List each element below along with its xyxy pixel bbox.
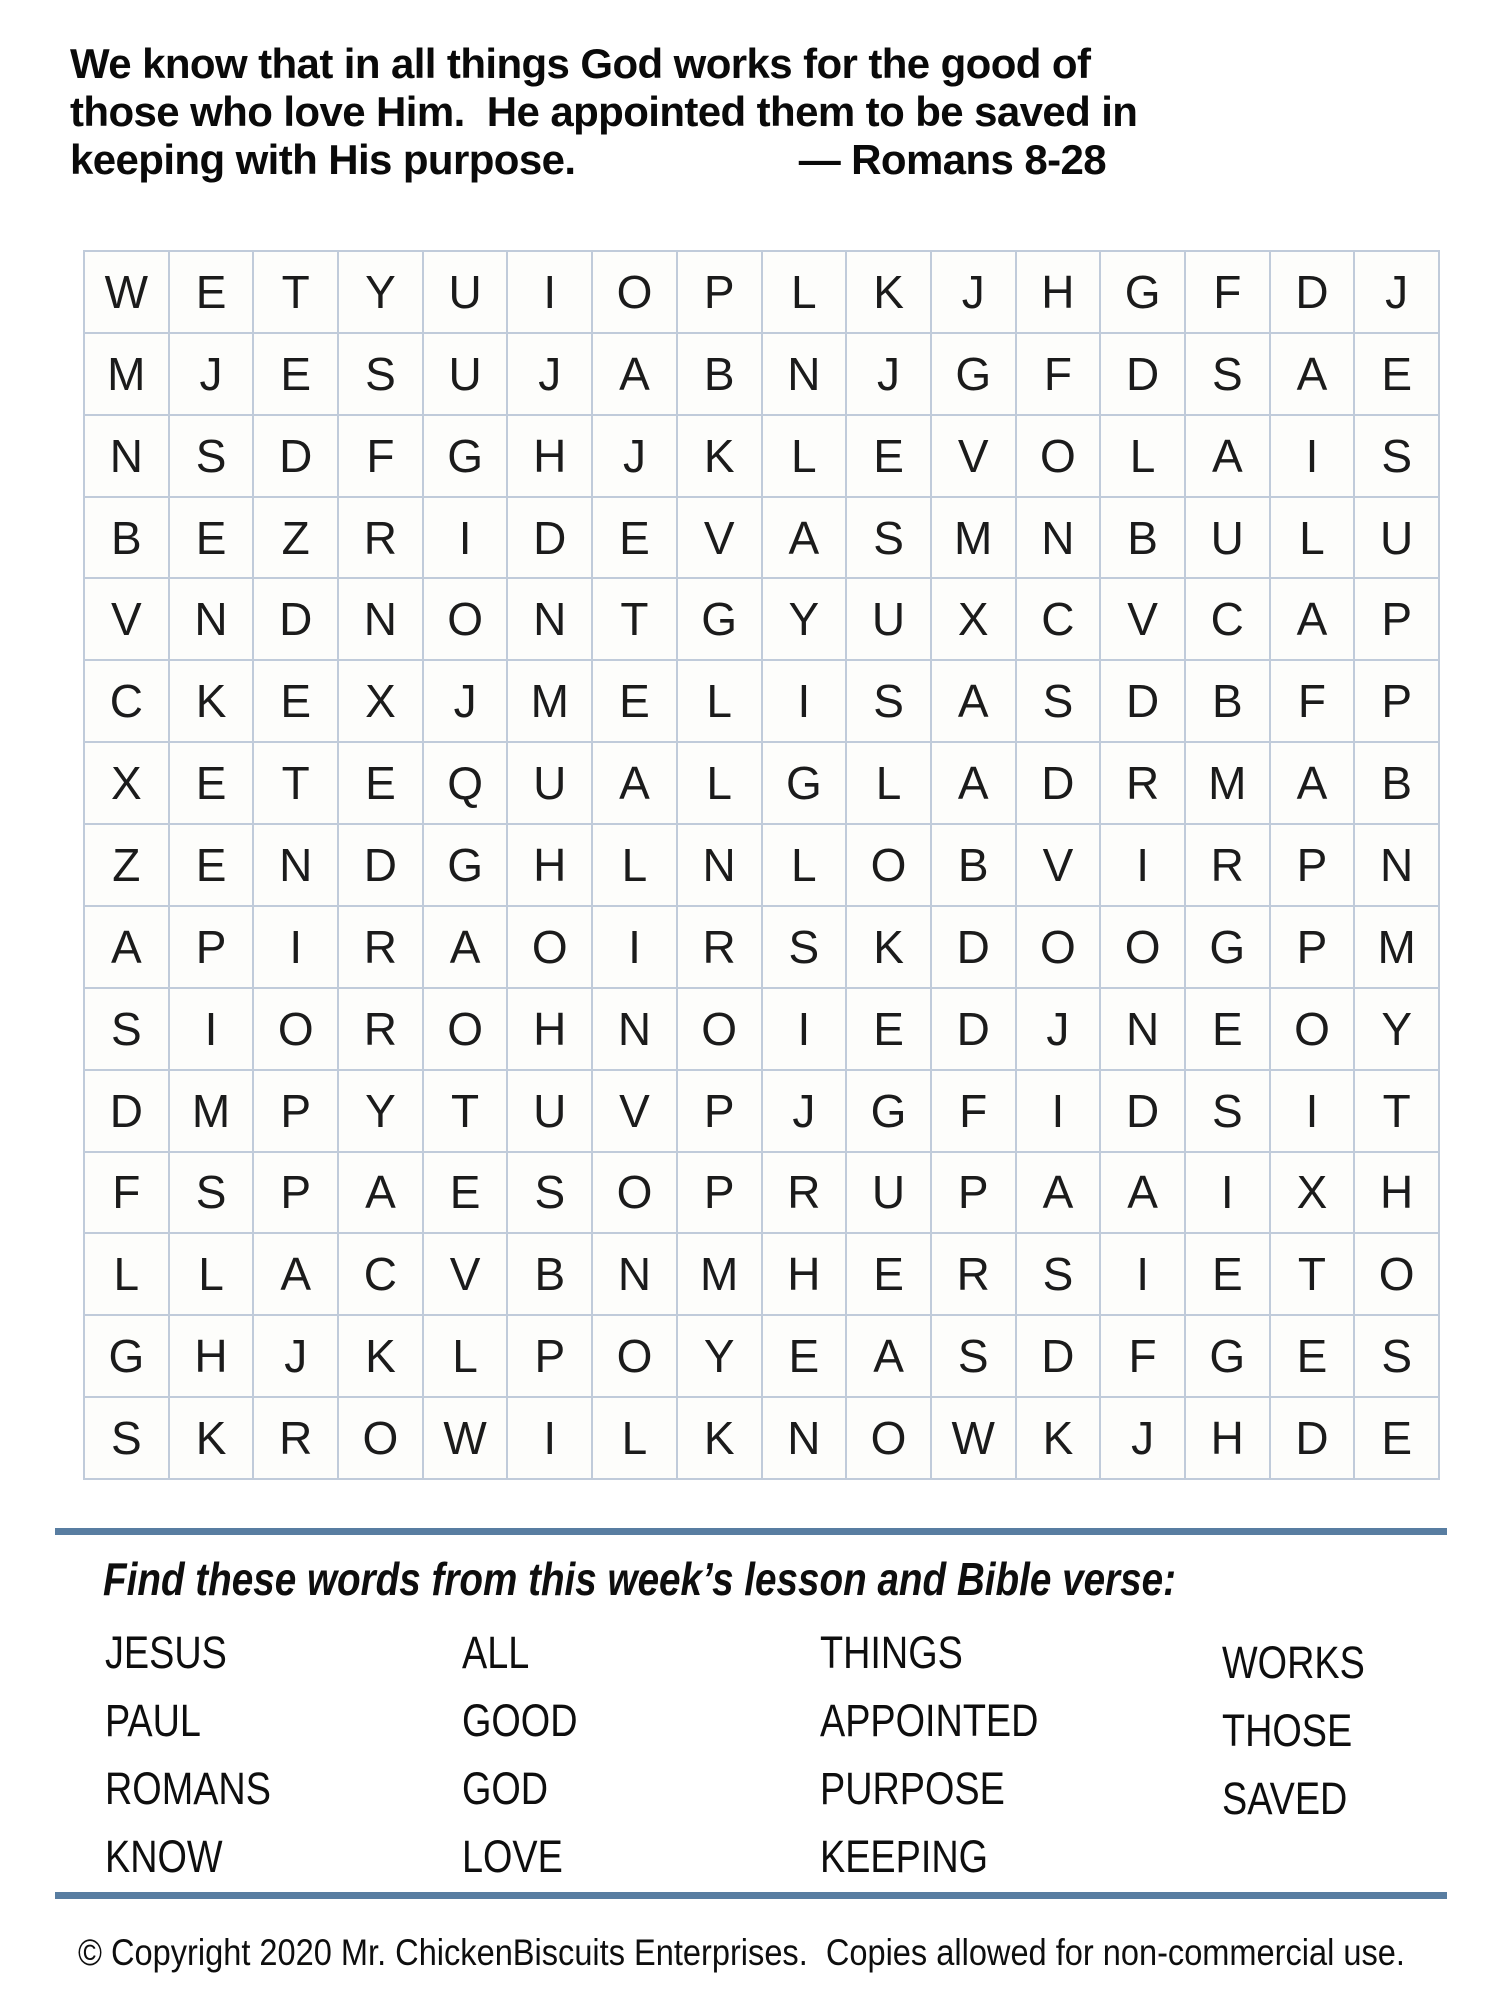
grid-cell: W — [424, 1398, 507, 1478]
grid-cell: K — [1017, 1398, 1100, 1478]
grid-cell: E — [1186, 989, 1269, 1069]
grid-cell: K — [170, 1398, 253, 1478]
grid-cell: G — [932, 334, 1015, 414]
grid-cell: K — [339, 1316, 422, 1396]
grid-cell: L — [678, 743, 761, 823]
word-list-item: PAUL — [105, 1695, 201, 1746]
grid-cell: H — [1186, 1398, 1269, 1478]
grid-cell: O — [254, 989, 337, 1069]
grid-cell: F — [1186, 252, 1269, 332]
grid-cell: I — [170, 989, 253, 1069]
grid-cell: X — [932, 579, 1015, 659]
grid-cell: A — [932, 743, 1015, 823]
grid-cell: E — [170, 743, 253, 823]
grid-cell: P — [932, 1153, 1015, 1233]
grid-cell: D — [932, 989, 1015, 1069]
grid-cell: N — [254, 825, 337, 905]
grid-cell: T — [593, 579, 676, 659]
verse-line-1: We know that in all things God works for the good of — [70, 40, 1091, 87]
grid-cell: I — [1271, 1071, 1354, 1151]
grid-cell: F — [339, 416, 422, 496]
grid-cell: S — [1186, 334, 1269, 414]
grid-cell: Y — [339, 252, 422, 332]
grid-cell: U — [1355, 498, 1438, 578]
grid-cell: P — [1355, 579, 1438, 659]
grid-cell: U — [847, 1153, 930, 1233]
grid-cell: I — [1271, 416, 1354, 496]
verse-line-2: those who love Him. He appointed them to be saved in — [70, 88, 1138, 135]
grid-cell: S — [339, 334, 422, 414]
grid-cell: V — [85, 579, 168, 659]
grid-cell: A — [424, 907, 507, 987]
grid-cell: O — [593, 1316, 676, 1396]
grid-cell: E — [339, 743, 422, 823]
grid-cell: M — [1186, 743, 1269, 823]
grid-cell: N — [763, 1398, 846, 1478]
grid-cell: I — [254, 907, 337, 987]
grid-cell: J — [593, 416, 676, 496]
grid-cell: S — [85, 989, 168, 1069]
grid-cell: J — [1355, 252, 1438, 332]
grid-cell: S — [170, 416, 253, 496]
grid-cell: L — [85, 1234, 168, 1314]
grid-cell: E — [170, 498, 253, 578]
grid-cell: O — [593, 252, 676, 332]
grid-cell: L — [593, 825, 676, 905]
word-list-column-4 — [1222, 1637, 1365, 1844]
grid-cell: A — [1271, 743, 1354, 823]
grid-cell: A — [1101, 1153, 1184, 1233]
grid-cell: O — [593, 1153, 676, 1233]
grid-cell: H — [1017, 252, 1100, 332]
grid-cell: I — [763, 661, 846, 741]
grid-cell: E — [1271, 1316, 1354, 1396]
grid-cell: J — [508, 334, 591, 414]
grid-cell: X — [85, 743, 168, 823]
grid-cell: E — [254, 661, 337, 741]
word-list-item: LOVE — [462, 1831, 563, 1882]
grid-cell: V — [678, 498, 761, 578]
grid-cell: I — [1186, 1153, 1269, 1233]
grid-cell: S — [170, 1153, 253, 1233]
grid-cell: D — [1017, 1316, 1100, 1396]
grid-cell: D — [1017, 743, 1100, 823]
grid-cell: N — [763, 334, 846, 414]
grid-cell: N — [85, 416, 168, 496]
grid-cell: O — [1101, 907, 1184, 987]
grid-cell: P — [254, 1153, 337, 1233]
grid-cell: L — [847, 743, 930, 823]
grid-cell: I — [424, 498, 507, 578]
grid-cell: I — [763, 989, 846, 1069]
verse-attribution: — Romans 8-28 — [798, 136, 1106, 183]
grid-cell: E — [254, 334, 337, 414]
grid-cell: G — [85, 1316, 168, 1396]
grid-cell: M — [85, 334, 168, 414]
grid-cell: O — [1017, 907, 1100, 987]
grid-cell: M — [508, 661, 591, 741]
grid-cell: L — [593, 1398, 676, 1478]
grid-cell: N — [1101, 989, 1184, 1069]
grid-cell: P — [170, 907, 253, 987]
word-list-item: SAVED — [1222, 1773, 1348, 1824]
grid-cell: O — [424, 579, 507, 659]
grid-cell: Z — [254, 498, 337, 578]
grid-cell: V — [932, 416, 1015, 496]
grid-cell: I — [508, 252, 591, 332]
grid-cell: R — [932, 1234, 1015, 1314]
grid-cell: C — [339, 1234, 422, 1314]
grid-cell: R — [339, 907, 422, 987]
grid-cell: L — [678, 661, 761, 741]
grid-cell: K — [170, 661, 253, 741]
divider-rule-bottom — [55, 1892, 1447, 1899]
word-list-item: JESUS — [105, 1627, 227, 1678]
grid-cell: C — [85, 661, 168, 741]
grid-cell: W — [85, 252, 168, 332]
grid-cell: B — [1355, 743, 1438, 823]
grid-cell: U — [1186, 498, 1269, 578]
grid-cell: B — [1101, 498, 1184, 578]
copyright-text: © Copyright 2020 Mr. ChickenBiscuits Enterprises. Copies allowed for non-commercial use. — [78, 1932, 1405, 1973]
grid-cell: G — [1101, 252, 1184, 332]
grid-cell: F — [85, 1153, 168, 1233]
grid-cell: C — [1017, 579, 1100, 659]
grid-cell: U — [424, 334, 507, 414]
grid-cell: Y — [1355, 989, 1438, 1069]
grid-cell: E — [424, 1153, 507, 1233]
grid-cell: G — [1186, 1316, 1269, 1396]
grid-cell: S — [932, 1316, 1015, 1396]
grid-cell: J — [847, 334, 930, 414]
verse-line-3-text: keeping with His purpose. — [70, 136, 576, 183]
grid-cell: V — [1101, 579, 1184, 659]
grid-cell: I — [1101, 1234, 1184, 1314]
grid-cell: G — [424, 825, 507, 905]
grid-cell: G — [678, 579, 761, 659]
grid-cell: D — [932, 907, 1015, 987]
grid-cell: E — [1355, 1398, 1438, 1478]
grid-cell: A — [1186, 416, 1269, 496]
grid-cell: A — [1271, 579, 1354, 659]
grid-cell: P — [1271, 907, 1354, 987]
grid-cell: E — [847, 989, 930, 1069]
word-list-column-2 — [462, 1627, 578, 1902]
grid-cell: U — [508, 743, 591, 823]
grid-cell: B — [678, 334, 761, 414]
grid-cell: E — [763, 1316, 846, 1396]
grid-cell: E — [593, 498, 676, 578]
grid-cell: J — [254, 1316, 337, 1396]
grid-cell: L — [763, 252, 846, 332]
grid-cell: M — [932, 498, 1015, 578]
grid-cell: E — [170, 825, 253, 905]
grid-cell: O — [847, 825, 930, 905]
grid-cell: A — [763, 498, 846, 578]
grid-cell: L — [170, 1234, 253, 1314]
grid-cell: Y — [678, 1316, 761, 1396]
grid-cell: S — [85, 1398, 168, 1478]
grid-cell: I — [1017, 1071, 1100, 1151]
grid-cell: J — [932, 252, 1015, 332]
word-list-column-3 — [820, 1627, 1039, 1902]
grid-cell: O — [508, 907, 591, 987]
grid-cell: D — [254, 579, 337, 659]
verse-line-3 — [70, 136, 1106, 184]
grid-cell: O — [424, 989, 507, 1069]
grid-cell: X — [339, 661, 422, 741]
word-list-item: PURPOSE — [820, 1763, 1005, 1814]
grid-cell: J — [1017, 989, 1100, 1069]
grid-cell: R — [763, 1153, 846, 1233]
grid-cell: I — [508, 1398, 591, 1478]
grid-cell: S — [1017, 1234, 1100, 1314]
grid-cell: T — [424, 1071, 507, 1151]
grid-cell: K — [678, 416, 761, 496]
grid-cell: A — [1271, 334, 1354, 414]
grid-cell: K — [847, 907, 930, 987]
word-list-column-1 — [105, 1627, 271, 1902]
grid-cell: P — [678, 1153, 761, 1233]
grid-cell: U — [508, 1071, 591, 1151]
grid-cell: A — [339, 1153, 422, 1233]
grid-cell: R — [678, 907, 761, 987]
grid-cell: R — [339, 989, 422, 1069]
grid-cell: A — [1017, 1153, 1100, 1233]
grid-cell: I — [593, 907, 676, 987]
grid-cell: D — [1271, 1398, 1354, 1478]
grid-cell: L — [424, 1316, 507, 1396]
grid-cell: F — [932, 1071, 1015, 1151]
word-list-item: KNOW — [105, 1831, 223, 1882]
grid-cell: O — [847, 1398, 930, 1478]
grid-cell: N — [508, 579, 591, 659]
grid-cell: K — [847, 252, 930, 332]
grid-cell: N — [1355, 825, 1438, 905]
grid-cell: P — [1271, 825, 1354, 905]
grid-cell: H — [508, 416, 591, 496]
grid-cell: E — [170, 252, 253, 332]
grid-cell: H — [170, 1316, 253, 1396]
grid-cell: H — [763, 1234, 846, 1314]
divider-rule-top — [55, 1528, 1447, 1535]
grid-cell: P — [508, 1316, 591, 1396]
grid-cell: S — [1355, 1316, 1438, 1396]
grid-cell: T — [254, 743, 337, 823]
grid-cell: D — [1101, 334, 1184, 414]
grid-cell: G — [1186, 907, 1269, 987]
word-list-item: KEEPING — [820, 1831, 989, 1882]
grid-cell: J — [424, 661, 507, 741]
word-list-item: WORKS — [1222, 1637, 1365, 1688]
grid-cell: R — [1101, 743, 1184, 823]
word-list-item: ROMANS — [105, 1763, 271, 1814]
grid-cell: E — [1355, 334, 1438, 414]
grid-cell: E — [847, 416, 930, 496]
grid-cell: W — [932, 1398, 1015, 1478]
grid-cell: O — [678, 989, 761, 1069]
grid-cell: D — [508, 498, 591, 578]
grid-cell: R — [1186, 825, 1269, 905]
grid-cell: P — [678, 252, 761, 332]
grid-cell: E — [1186, 1234, 1269, 1314]
grid-cell: N — [339, 579, 422, 659]
grid-cell: A — [593, 743, 676, 823]
grid-cell: N — [170, 579, 253, 659]
grid-cell: D — [339, 825, 422, 905]
grid-cell: H — [508, 989, 591, 1069]
grid-cell: S — [763, 907, 846, 987]
grid-cell: B — [932, 825, 1015, 905]
grid-cell: L — [1271, 498, 1354, 578]
grid-cell: S — [847, 661, 930, 741]
grid-cell: S — [508, 1153, 591, 1233]
grid-cell: C — [1186, 579, 1269, 659]
grid-cell: F — [1017, 334, 1100, 414]
grid-cell: H — [508, 825, 591, 905]
grid-cell: E — [593, 661, 676, 741]
grid-cell: D — [1101, 1071, 1184, 1151]
grid-cell: S — [1017, 661, 1100, 741]
grid-cell: R — [254, 1398, 337, 1478]
grid-cell: G — [763, 743, 846, 823]
grid-cell: F — [1101, 1316, 1184, 1396]
grid-cell: S — [1186, 1071, 1269, 1151]
grid-cell: V — [424, 1234, 507, 1314]
grid-cell: T — [254, 252, 337, 332]
word-list-item: APPOINTED — [820, 1695, 1039, 1746]
grid-cell: B — [1186, 661, 1269, 741]
grid-cell: M — [678, 1234, 761, 1314]
grid-cell: A — [593, 334, 676, 414]
word-list-item: GOOD — [462, 1695, 578, 1746]
grid-cell: B — [85, 498, 168, 578]
grid-cell: O — [339, 1398, 422, 1478]
grid-cell: Y — [339, 1071, 422, 1151]
grid-cell: Q — [424, 743, 507, 823]
grid-cell: U — [424, 252, 507, 332]
grid-cell: P — [1355, 661, 1438, 741]
word-list-item: ALL — [462, 1627, 530, 1678]
grid-cell: N — [1017, 498, 1100, 578]
grid-cell: K — [678, 1398, 761, 1478]
grid-cell: Z — [85, 825, 168, 905]
grid-cell: J — [763, 1071, 846, 1151]
grid-cell: D — [254, 416, 337, 496]
grid-cell: I — [1101, 825, 1184, 905]
grid-cell: N — [593, 989, 676, 1069]
grid-cell: L — [1101, 416, 1184, 496]
grid-cell: O — [1017, 416, 1100, 496]
grid-cell: A — [932, 661, 1015, 741]
grid-cell: D — [1271, 252, 1354, 332]
grid-cell: N — [593, 1234, 676, 1314]
grid-cell: B — [508, 1234, 591, 1314]
grid-cell: S — [847, 498, 930, 578]
grid-cell: O — [1271, 989, 1354, 1069]
grid-cell: G — [424, 416, 507, 496]
grid-cell: M — [170, 1071, 253, 1151]
grid-cell: D — [1101, 661, 1184, 741]
grid-cell: V — [593, 1071, 676, 1151]
grid-cell: J — [1101, 1398, 1184, 1478]
grid-cell: T — [1355, 1071, 1438, 1151]
word-list-item: THOSE — [1222, 1705, 1353, 1756]
grid-cell: M — [1355, 907, 1438, 987]
grid-cell: T — [1271, 1234, 1354, 1314]
word-list-item: THINGS — [820, 1627, 963, 1678]
grid-cell: P — [678, 1071, 761, 1151]
grid-cell: G — [847, 1071, 930, 1151]
grid-cell: J — [170, 334, 253, 414]
word-list-item: GOD — [462, 1763, 549, 1814]
word-grid — [83, 250, 1440, 1480]
grid-cell: L — [763, 825, 846, 905]
grid-cell: Y — [763, 579, 846, 659]
grid-cell: S — [1355, 416, 1438, 496]
grid-cell: P — [254, 1071, 337, 1151]
grid-cell: N — [678, 825, 761, 905]
bible-verse — [70, 40, 1138, 184]
grid-cell: U — [847, 579, 930, 659]
grid-cell: A — [85, 907, 168, 987]
grid-cell: D — [85, 1071, 168, 1151]
grid-cell: O — [1355, 1234, 1438, 1314]
grid-cell: X — [1271, 1153, 1354, 1233]
word-list-heading: Find these words from this week’s lesson and Bible verse: — [103, 1553, 1176, 1605]
grid-cell: F — [1271, 661, 1354, 741]
grid-cell: E — [847, 1234, 930, 1314]
grid-cell: R — [339, 498, 422, 578]
grid-cell: H — [1355, 1153, 1438, 1233]
grid-cell: A — [847, 1316, 930, 1396]
grid-cell: A — [254, 1234, 337, 1314]
grid-cell: L — [763, 416, 846, 496]
grid-cell: V — [1017, 825, 1100, 905]
